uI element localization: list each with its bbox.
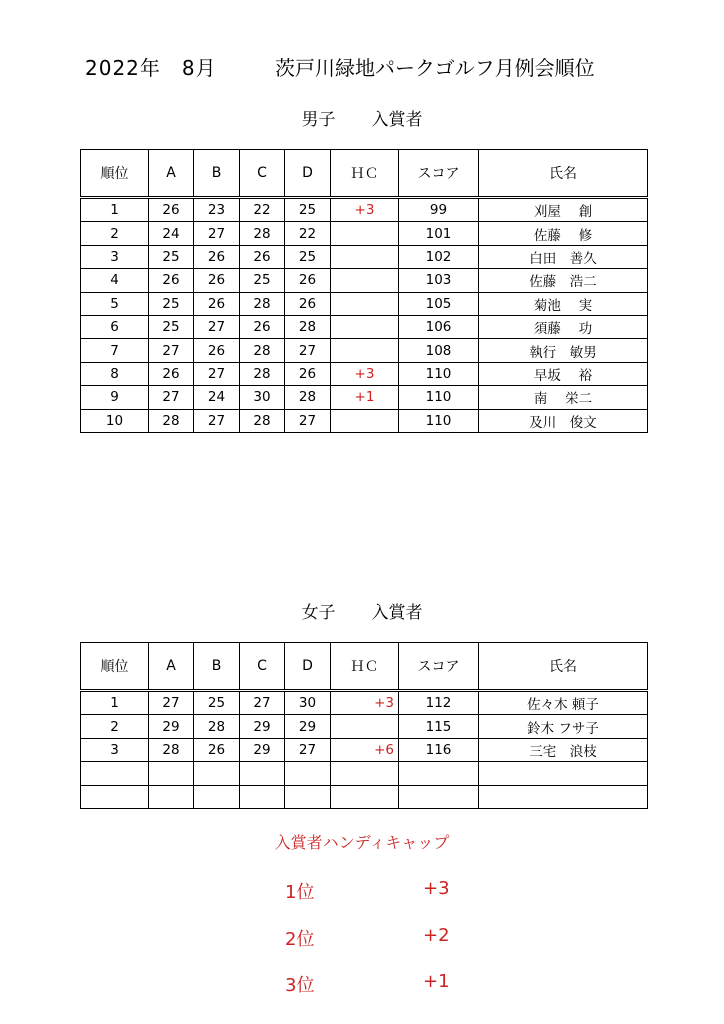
b-cell: 24 xyxy=(194,386,240,409)
hc-cell xyxy=(331,245,399,268)
rank-cell: 8 xyxy=(81,362,149,385)
rank-cell: 3 xyxy=(81,738,149,761)
d-cell: 27 xyxy=(285,339,331,362)
c-cell: 28 xyxy=(240,409,285,432)
table-row xyxy=(81,409,648,432)
col-rank: 順位 xyxy=(81,150,149,198)
col-score: スコア xyxy=(399,150,479,198)
handicap-title: 入賞者ハンディキャップ xyxy=(274,833,450,852)
b-cell: 23 xyxy=(194,198,240,222)
b-cell xyxy=(194,785,240,808)
men-subtitle: 入賞者 xyxy=(371,110,423,130)
col-rank: 順位 xyxy=(81,643,149,691)
table-row xyxy=(81,738,648,761)
c-cell: 22 xyxy=(240,198,285,222)
c-cell: 27 xyxy=(240,691,285,715)
table-row xyxy=(81,198,648,222)
hc-cell: +3 xyxy=(331,691,399,715)
d-cell: 25 xyxy=(285,245,331,268)
hc-cell xyxy=(331,785,399,808)
handicap-position: 3位 xyxy=(285,975,315,996)
score-cell: 115 xyxy=(399,715,479,738)
handicap-row xyxy=(0,971,724,997)
hc-cell xyxy=(331,222,399,245)
name-cell: 南 栄二 xyxy=(479,386,648,409)
col-b: B xyxy=(194,150,240,198)
hc-cell xyxy=(331,339,399,362)
hc-cell xyxy=(331,269,399,292)
women-header-row xyxy=(81,643,648,691)
score-cell: 101 xyxy=(399,222,479,245)
table-row xyxy=(81,292,648,315)
b-cell: 26 xyxy=(194,269,240,292)
d-cell: 27 xyxy=(285,409,331,432)
handicap-value: +2 xyxy=(423,925,450,946)
name-cell: 鈴木 フサ子 xyxy=(479,715,648,738)
women-results-table xyxy=(80,642,648,809)
page-header xyxy=(0,52,724,82)
men-header-row xyxy=(81,150,648,198)
table-row xyxy=(81,245,648,268)
hc-cell: +1 xyxy=(331,386,399,409)
women-title: 女子 xyxy=(301,603,336,623)
name-cell: 早坂 裕 xyxy=(479,362,648,385)
b-cell: 26 xyxy=(194,339,240,362)
a-cell: 29 xyxy=(149,715,194,738)
a-cell: 26 xyxy=(149,362,194,385)
col-name: 氏名 xyxy=(479,150,648,198)
d-cell: 28 xyxy=(285,315,331,338)
col-c: C xyxy=(240,643,285,691)
name-cell xyxy=(479,762,648,785)
d-cell: 25 xyxy=(285,198,331,222)
col-hc: ＨＣ xyxy=(331,150,399,198)
name-cell: 執行 敏男 xyxy=(479,339,648,362)
table-row xyxy=(81,269,648,292)
a-cell: 28 xyxy=(149,409,194,432)
col-name: 氏名 xyxy=(479,643,648,691)
women-section-title xyxy=(0,598,724,623)
name-cell: 須藤 功 xyxy=(479,315,648,338)
rank-cell: 10 xyxy=(81,409,149,432)
name-cell xyxy=(479,785,648,808)
col-score: スコア xyxy=(399,643,479,691)
hc-cell: +6 xyxy=(331,738,399,761)
rank-cell xyxy=(81,785,149,808)
c-cell: 28 xyxy=(240,362,285,385)
col-d: D xyxy=(285,150,331,198)
name-cell: 佐藤 修 xyxy=(479,222,648,245)
table-row xyxy=(81,315,648,338)
hc-cell xyxy=(331,315,399,338)
rank-cell: 1 xyxy=(81,691,149,715)
handicap-value: +1 xyxy=(423,971,450,992)
a-cell: 25 xyxy=(149,315,194,338)
a-cell xyxy=(149,785,194,808)
score-cell: 116 xyxy=(399,738,479,761)
handicap-row xyxy=(0,925,724,951)
c-cell: 28 xyxy=(240,222,285,245)
d-cell: 22 xyxy=(285,222,331,245)
a-cell: 27 xyxy=(149,339,194,362)
handicap-position: 2位 xyxy=(285,929,315,950)
rank-cell: 2 xyxy=(81,715,149,738)
c-cell: 29 xyxy=(240,738,285,761)
a-cell: 24 xyxy=(149,222,194,245)
b-cell: 27 xyxy=(194,315,240,338)
table-row xyxy=(81,691,648,715)
score-cell: 99 xyxy=(399,198,479,222)
d-cell: 29 xyxy=(285,715,331,738)
b-cell: 27 xyxy=(194,409,240,432)
handicap-value: +3 xyxy=(423,878,450,899)
table-row xyxy=(81,386,648,409)
c-cell: 28 xyxy=(240,339,285,362)
score-cell: 102 xyxy=(399,245,479,268)
table-row xyxy=(81,785,648,808)
col-b: B xyxy=(194,643,240,691)
hc-cell xyxy=(331,762,399,785)
header-date: 2022年 8月 xyxy=(85,56,217,80)
b-cell: 27 xyxy=(194,222,240,245)
c-cell: 25 xyxy=(240,269,285,292)
c-cell: 29 xyxy=(240,715,285,738)
table-row xyxy=(81,222,648,245)
hc-cell: +3 xyxy=(331,362,399,385)
a-cell xyxy=(149,762,194,785)
b-cell: 27 xyxy=(194,362,240,385)
name-cell: 三宅 浪枝 xyxy=(479,738,648,761)
event-title: 茨戸川緑地パークゴルフ月例会順位 xyxy=(275,56,595,80)
score-cell xyxy=(399,762,479,785)
col-d: D xyxy=(285,643,331,691)
d-cell: 27 xyxy=(285,738,331,761)
a-cell: 26 xyxy=(149,269,194,292)
rank-cell: 4 xyxy=(81,269,149,292)
name-cell: 及川 俊文 xyxy=(479,409,648,432)
name-cell: 刈屋 創 xyxy=(479,198,648,222)
score-cell: 106 xyxy=(399,315,479,338)
hc-cell: +3 xyxy=(331,198,399,222)
score-cell: 105 xyxy=(399,292,479,315)
score-cell: 110 xyxy=(399,409,479,432)
c-cell: 26 xyxy=(240,315,285,338)
c-cell: 28 xyxy=(240,292,285,315)
table-row xyxy=(81,715,648,738)
name-cell: 菊池 実 xyxy=(479,292,648,315)
b-cell: 26 xyxy=(194,292,240,315)
col-a: A xyxy=(149,643,194,691)
score-cell: 110 xyxy=(399,386,479,409)
hc-cell xyxy=(331,292,399,315)
women-subtitle: 入賞者 xyxy=(371,603,423,623)
score-cell xyxy=(399,785,479,808)
table-row xyxy=(81,362,648,385)
b-cell: 28 xyxy=(194,715,240,738)
hc-cell xyxy=(331,715,399,738)
men-title: 男子 xyxy=(301,110,336,130)
col-c: C xyxy=(240,150,285,198)
d-cell: 30 xyxy=(285,691,331,715)
rank-cell: 7 xyxy=(81,339,149,362)
b-cell: 26 xyxy=(194,738,240,761)
score-cell: 103 xyxy=(399,269,479,292)
d-cell: 26 xyxy=(285,269,331,292)
rank-cell: 5 xyxy=(81,292,149,315)
col-a: A xyxy=(149,150,194,198)
hc-cell xyxy=(331,409,399,432)
d-cell: 28 xyxy=(285,386,331,409)
b-cell: 25 xyxy=(194,691,240,715)
d-cell: 26 xyxy=(285,292,331,315)
d-cell: 26 xyxy=(285,362,331,385)
score-cell: 112 xyxy=(399,691,479,715)
c-cell xyxy=(240,785,285,808)
b-cell xyxy=(194,762,240,785)
a-cell: 25 xyxy=(149,245,194,268)
a-cell: 28 xyxy=(149,738,194,761)
score-cell: 108 xyxy=(399,339,479,362)
d-cell xyxy=(285,762,331,785)
men-results-table xyxy=(80,149,648,433)
men-section-title xyxy=(0,105,724,130)
name-cell: 白田 善久 xyxy=(479,245,648,268)
table-row xyxy=(81,339,648,362)
a-cell: 25 xyxy=(149,292,194,315)
handicap-row xyxy=(0,878,724,904)
rank-cell: 6 xyxy=(81,315,149,338)
a-cell: 27 xyxy=(149,386,194,409)
a-cell: 27 xyxy=(149,691,194,715)
d-cell xyxy=(285,785,331,808)
c-cell xyxy=(240,762,285,785)
rank-cell: 3 xyxy=(81,245,149,268)
table-row xyxy=(81,762,648,785)
rank-cell: 9 xyxy=(81,386,149,409)
col-hc: ＨＣ xyxy=(331,643,399,691)
c-cell: 30 xyxy=(240,386,285,409)
rank-cell: 1 xyxy=(81,198,149,222)
score-cell: 110 xyxy=(399,362,479,385)
rank-cell: 2 xyxy=(81,222,149,245)
handicap-position: 1位 xyxy=(285,882,315,903)
name-cell: 佐藤 浩二 xyxy=(479,269,648,292)
name-cell: 佐々木 頼子 xyxy=(479,691,648,715)
b-cell: 26 xyxy=(194,245,240,268)
c-cell: 26 xyxy=(240,245,285,268)
a-cell: 26 xyxy=(149,198,194,222)
rank-cell xyxy=(81,762,149,785)
